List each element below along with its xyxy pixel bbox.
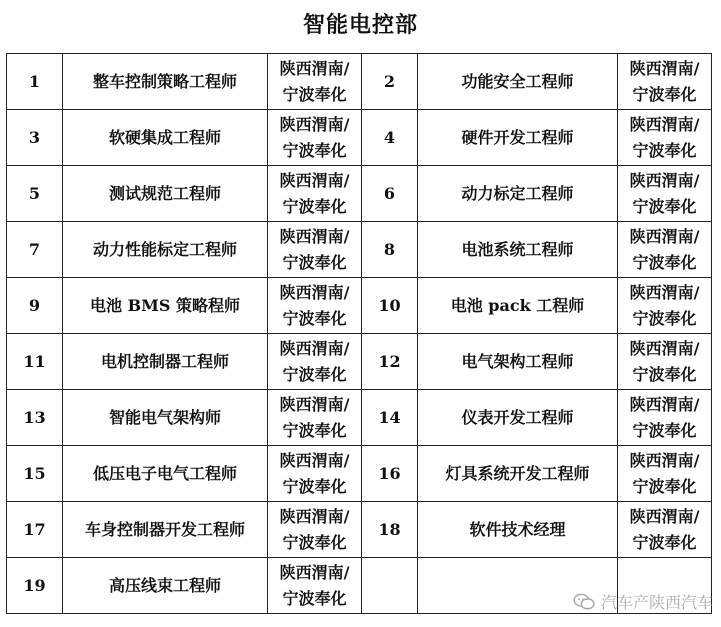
wechat-icon [573,593,595,611]
job-location [618,54,712,110]
job-location-line1: 陕西渭南/ [279,506,350,526]
job-location [268,502,362,558]
job-location-line2: 宁波奉化 [282,588,347,608]
table-row [7,110,712,166]
job-number: 11 [7,334,63,390]
job-location [618,390,712,446]
job-location [618,334,712,390]
job-location-line2: 宁波奉化 [632,84,697,104]
job-title: 功能安全工程师 [418,54,618,110]
job-location [268,166,362,222]
table-row [7,334,712,390]
job-title: 电气架构工程师 [418,334,618,390]
job-location-line1: 陕西渭南/ [629,226,700,246]
job-location-line2: 宁波奉化 [632,140,697,160]
job-location [618,110,712,166]
job-title: 电池 BMS 策略程师 [63,278,268,334]
job-location-line2: 宁波奉化 [282,476,347,496]
job-number: 3 [7,110,63,166]
job-location-line2: 宁波奉化 [282,196,347,216]
job-number: 9 [7,278,63,334]
job-location [268,390,362,446]
job-number: 6 [362,166,418,222]
job-title: 智能电气架构师 [63,390,268,446]
job-number: 17 [7,502,63,558]
job-title: 车身控制器开发工程师 [63,502,268,558]
table-row [7,446,712,502]
table-row [7,390,712,446]
job-location-line1: 陕西渭南/ [279,226,350,246]
job-location [268,334,362,390]
job-title: 动力标定工程师 [418,166,618,222]
job-location-line2: 宁波奉化 [632,532,697,552]
job-number [362,558,418,614]
job-number: 14 [362,390,418,446]
job-number: 8 [362,222,418,278]
job-location-line2: 宁波奉化 [632,196,697,216]
job-title: 灯具系统开发工程师 [418,446,618,502]
table-row [7,54,712,110]
job-number: 1 [7,54,63,110]
job-title: 硬件开发工程师 [418,110,618,166]
job-location-line1: 陕西渭南/ [629,170,700,190]
job-location [618,502,712,558]
job-location [268,54,362,110]
job-title: 整车控制策略工程师 [63,54,268,110]
job-location-line2: 宁波奉化 [282,252,347,272]
table-row [7,502,712,558]
job-location [268,222,362,278]
job-location [618,446,712,502]
job-location [618,278,712,334]
job-location-line2: 宁波奉化 [632,308,697,328]
job-title: 高压线束工程师 [63,558,268,614]
job-location-line1: 陕西渭南/ [629,394,700,414]
job-location-line1: 陕西渭南/ [279,562,350,582]
job-location-line2: 宁波奉化 [282,140,347,160]
job-location [268,110,362,166]
watermark [573,590,713,613]
job-title: 电机控制器工程师 [63,334,268,390]
job-number: 16 [362,446,418,502]
job-location-line1: 陕西渭南/ [629,282,700,302]
job-number: 10 [362,278,418,334]
job-location-line1: 陕西渭南/ [629,114,700,134]
job-location-line2: 宁波奉化 [282,420,347,440]
job-location [268,278,362,334]
job-title: 电池系统工程师 [418,222,618,278]
job-location-line1: 陕西渭南/ [279,394,350,414]
job-location-line1: 陕西渭南/ [629,58,700,78]
job-location [268,446,362,502]
watermark-text: 汽车产陕西汽车 [600,593,713,612]
job-location-line1: 陕西渭南/ [279,338,350,358]
job-title: 仪表开发工程师 [418,390,618,446]
job-number: 15 [7,446,63,502]
job-title: 软件技术经理 [418,502,618,558]
job-table [6,53,712,614]
job-location [618,222,712,278]
job-location-line2: 宁波奉化 [632,420,697,440]
job-location-line2: 宁波奉化 [632,364,697,384]
job-title: 软硬集成工程师 [63,110,268,166]
job-location [618,166,712,222]
job-number: 5 [7,166,63,222]
job-number: 12 [362,334,418,390]
table-row [7,278,712,334]
job-number: 4 [362,110,418,166]
job-title: 动力性能标定工程师 [63,222,268,278]
job-location-line1: 陕西渭南/ [629,338,700,358]
page-title: 智能电控部 [302,12,418,38]
job-location-line2: 宁波奉化 [282,84,347,104]
job-location-line2: 宁波奉化 [632,476,697,496]
job-location-line1: 陕西渭南/ [279,58,350,78]
job-location-line1: 陕西渭南/ [279,114,350,134]
job-number: 18 [362,502,418,558]
job-location [268,558,362,614]
job-title: 测试规范工程师 [63,166,268,222]
job-location-line2: 宁波奉化 [282,532,347,552]
job-table-body [7,54,712,614]
table-row [7,222,712,278]
job-location-line2: 宁波奉化 [282,308,347,328]
job-location-line1: 陕西渭南/ [629,506,700,526]
job-number: 13 [7,390,63,446]
job-location-line1: 陕西渭南/ [279,170,350,190]
job-location-line1: 陕西渭南/ [279,450,350,470]
job-location-line1: 陕西渭南/ [279,282,350,302]
job-location-line1: 陕西渭南/ [629,450,700,470]
table-row [7,166,712,222]
job-number: 19 [7,558,63,614]
job-title: 电池 pack 工程师 [418,278,618,334]
job-number: 2 [362,54,418,110]
job-location-line2: 宁波奉化 [282,364,347,384]
job-title: 低压电子电气工程师 [63,446,268,502]
job-number: 7 [7,222,63,278]
job-location-line2: 宁波奉化 [632,252,697,272]
